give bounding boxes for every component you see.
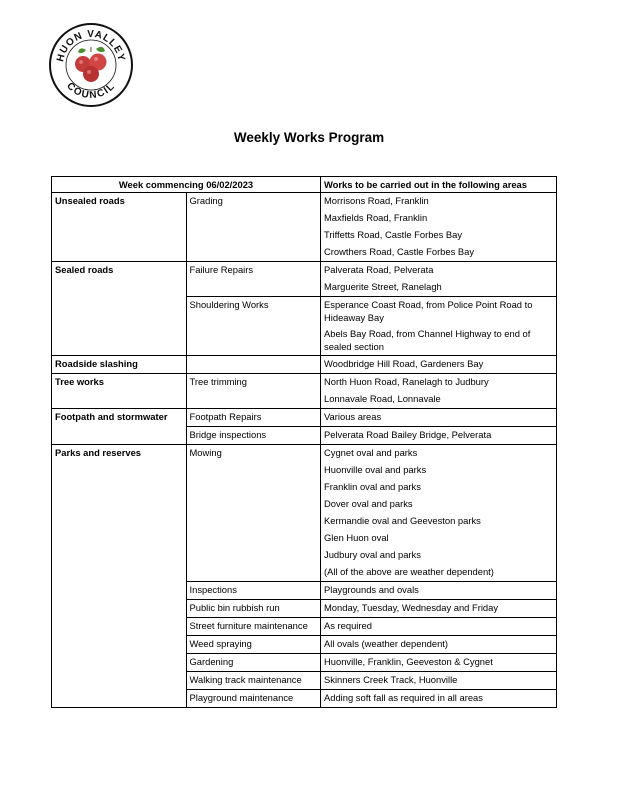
- location-item: Huonville, Franklin, Geeveston & Cygnet: [324, 656, 493, 667]
- locations-cell: [321, 600, 557, 618]
- task-label: Playground maintenance: [189, 692, 294, 703]
- locations-cell: [321, 672, 557, 690]
- location-item: Cygnet oval and parks: [324, 447, 418, 458]
- task-cell: [186, 618, 321, 636]
- table-row: [52, 445, 557, 582]
- table-row: [52, 409, 557, 427]
- location-item: Marguerite Street, Ranelagh: [324, 281, 442, 292]
- category-tree-works: [52, 374, 187, 409]
- table-row: [52, 356, 557, 374]
- locations-cell: [321, 409, 557, 427]
- location-item: Glen Huon oval: [324, 532, 389, 543]
- task-label: Inspections: [189, 584, 237, 595]
- locations-cell: [321, 636, 557, 654]
- logo-text-top: HUON VALLEY: [55, 28, 127, 63]
- task-label: Weed spraying: [189, 638, 252, 649]
- locations-cell: [321, 262, 557, 297]
- task-cell: [186, 356, 321, 374]
- locations-cell: [321, 427, 557, 445]
- week-commencing-header: Week commencing 06/02/2023: [52, 177, 321, 193]
- task-cell: [186, 654, 321, 672]
- task-cell: [186, 193, 321, 262]
- locations-cell: [321, 582, 557, 600]
- task-cell: [186, 297, 321, 356]
- task-cell: [186, 374, 321, 409]
- task-cell: [186, 409, 321, 427]
- locations-cell: [321, 445, 557, 582]
- location-item: Skinners Creek Track, Huonville: [324, 674, 458, 685]
- category-label: Parks and reserves: [55, 447, 142, 458]
- locations-cell: [321, 356, 557, 374]
- location-item: Pelverata Road Bailey Bridge, Pelverata: [324, 429, 492, 440]
- council-logo-icon: [48, 22, 134, 108]
- location-item: Morrisons Road, Franklin: [324, 195, 429, 206]
- location-item: Abels Bay Road, from Channel Highway to end of sealed section: [324, 328, 531, 352]
- location-item: Various areas: [324, 411, 382, 422]
- task-label: Footpath Repairs: [189, 411, 262, 422]
- category-label: Roadside slashing: [55, 358, 138, 369]
- category-footpath-stormwater: [52, 409, 187, 445]
- task-label: [190, 356, 318, 373]
- task-cell: [186, 672, 321, 690]
- locations-cell: [321, 654, 557, 672]
- location-item: Judbury oval and parks: [324, 549, 421, 560]
- task-label: Walking track maintenance: [189, 674, 302, 685]
- location-item: Esperance Coast Road, from Police Point Road to Hideaway Bay: [324, 299, 533, 323]
- task-cell: [186, 690, 321, 708]
- location-item: Adding soft fall as required in all areas: [324, 692, 483, 703]
- task-label: Public bin rubbish run: [189, 602, 280, 613]
- table-row: [52, 374, 557, 409]
- location-item: Playgrounds and ovals: [324, 584, 419, 595]
- locations-cell: [321, 618, 557, 636]
- category-label: Footpath and stormwater: [55, 411, 168, 422]
- table-row: [52, 262, 557, 297]
- category-label: Sealed roads: [55, 264, 114, 275]
- locations-cell: [321, 193, 557, 262]
- location-item: As required: [324, 620, 372, 631]
- category-label: Tree works: [55, 376, 104, 387]
- logo-text-bottom: COUNCIL: [64, 80, 118, 102]
- location-item: All ovals (weather dependent): [324, 638, 449, 649]
- category-label: Unsealed roads: [55, 195, 125, 206]
- task-cell: [186, 636, 321, 654]
- table-row: [52, 193, 557, 262]
- location-item: Kermandie oval and Geeveston parks: [324, 515, 481, 526]
- task-cell: [186, 445, 321, 582]
- category-parks-reserves: [52, 445, 187, 708]
- location-item: Franklin oval and parks: [324, 481, 421, 492]
- task-label: Mowing: [189, 447, 222, 458]
- task-label: Tree trimming: [189, 376, 247, 387]
- location-item: Monday, Tuesday, Wednesday and Friday: [324, 602, 499, 613]
- task-cell: [186, 600, 321, 618]
- task-label: Failure Repairs: [189, 264, 254, 275]
- category-unsealed-roads: [52, 193, 187, 262]
- category-roadside-slashing: [52, 356, 187, 374]
- task-label: Gardening: [189, 656, 234, 667]
- location-item: Triffetts Road, Castle Forbes Bay: [324, 229, 463, 240]
- council-logo: [48, 22, 134, 108]
- task-cell: [186, 427, 321, 445]
- svg-text:COUNCIL: [64, 81, 117, 102]
- location-item: Woodbridge Hill Road, Gardeners Bay: [324, 358, 484, 369]
- location-item: (All of the above are weather dependent): [324, 566, 494, 577]
- task-cell: [186, 582, 321, 600]
- task-label: Street furniture maintenance: [189, 620, 308, 631]
- location-item: North Huon Road, Ranelagh to Judbury: [324, 376, 489, 387]
- category-sealed-roads: [52, 262, 187, 356]
- locations-cell: [321, 374, 557, 409]
- locations-cell: [321, 690, 557, 708]
- location-item: Crowthers Road, Castle Forbes Bay: [324, 246, 475, 257]
- location-item: Huonville oval and parks: [324, 464, 427, 475]
- page-title: Weekly Works Program: [233, 130, 385, 145]
- task-label: Shouldering Works: [189, 299, 269, 310]
- locations-cell: [321, 297, 557, 356]
- task-label: Bridge inspections: [189, 429, 267, 440]
- location-item: Lonnavale Road, Lonnavale: [324, 393, 441, 404]
- works-table: [51, 176, 557, 708]
- table-header-row: [52, 177, 557, 193]
- task-label: Grading: [189, 195, 223, 206]
- location-item: Dover oval and parks: [324, 498, 413, 509]
- location-item: Palverata Road, Pelverata: [324, 264, 434, 275]
- location-item: Maxfields Road, Franklin: [324, 212, 428, 223]
- task-cell: [186, 262, 321, 297]
- areas-header: Works to be carried out in the following areas: [321, 177, 557, 193]
